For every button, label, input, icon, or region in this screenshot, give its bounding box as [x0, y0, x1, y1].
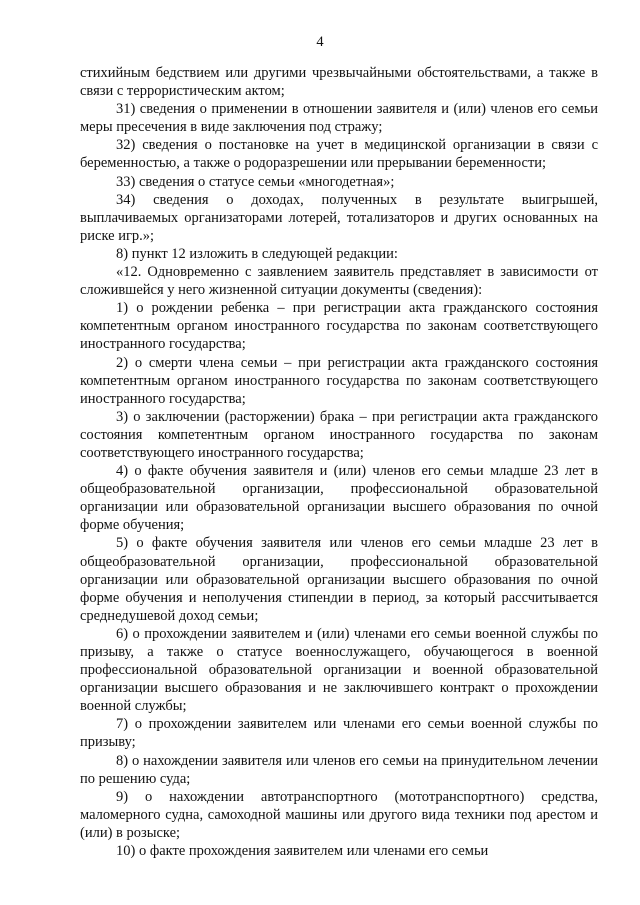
paragraph-item-31: 31) сведения о применении в отношении заявителя и (или) членов его семьи меры пресечения в виде заключения под стражу; [80, 101, 598, 136]
paragraph-subitem-8: 8) о нахождении заявителя или членов его семьи на принудительном лечении по решению суда; [80, 752, 598, 787]
paragraph-subitem-7: 7) о прохождении заявителем или членами его семьи военной службы по призыву; [80, 716, 598, 751]
paragraph-continuation: стихийным бедствием или другими чрезвычайными обстоятельствами, а также в связи с террористическим актом; [80, 65, 598, 100]
paragraph-clause-12: «12. Одновременно с заявлением заявитель представляет в зависимости от сложившейся у него жизненной ситуации документы (сведения): [80, 264, 598, 299]
document-body [80, 64, 598, 860]
paragraph-subitem-2: 2) о смерти члена семьи – при регистрации акта гражданского состояния компетентным органом иностранного государства по законам соответствующего иностранного государства; [80, 354, 598, 407]
paragraph-subitem-1: 1) о рождении ребенка – при регистрации акта гражданского состояния компетентным органом иностранного государства по законам соответствующего иностранного государства; [80, 300, 598, 353]
paragraph-subitem-10: 10) о факте прохождения заявителем или членами его семьи [116, 843, 489, 860]
page-number: 4 [316, 34, 324, 50]
paragraph-subitem-5: 5) о факте обучения заявителя или членов его семьи младше 23 лет в общеобразовательной организации, профессиональной образовательной организации или образовательной организации высшего образования по очной форме обучения и неполучения стипендии в период, за который рассчитывается среднедушевой доход семьи; [80, 535, 598, 624]
paragraph-subitem-3: 3) о заключении (расторжении) брака – при регистрации акта гражданского состояния компетентным органом иностранного государства по законам соответствующего иностранного государства; [80, 408, 598, 461]
paragraph-subitem-4: 4) о факте обучения заявителя и (или) членов его семьи младше 23 лет в общеобразовательной организации, профессиональной образовательной организации или образовательной организации высшего образования по очной форме обучения; [80, 463, 598, 534]
paragraph-item-34: 34) сведения о доходах, полученных в результате выигрышей, выплачиваемых организаторами лотерей, тотализаторов и других основанных на риске игр.»; [80, 191, 598, 244]
paragraph-amendment-8: 8) пункт 12 изложить в следующей редакции: [116, 245, 398, 262]
paragraph-subitem-9: 9) о нахождении автотранспортного (мототранспортного) средства, маломерного судна, самоходной машины или другого вида техники под арестом и (или) в розыске; [80, 788, 598, 841]
paragraph-item-32: 32) сведения о постановке на учет в медицинской организации в связи с беременностью, а также о родоразрешении или прерывании беременности; [80, 137, 598, 172]
paragraph-subitem-6: 6) о прохождении заявителем и (или) членами его семьи военной службы по призыву, а также о статусе военнослужащего, обучающегося в военной профессиональной образовательной организации и военной образовательной организации высшего образования и не заключившего контракт о прохождении военной службы; [80, 625, 598, 715]
paragraph-item-33: 33) сведения о статусе семьи «многодетная»; [116, 173, 395, 190]
